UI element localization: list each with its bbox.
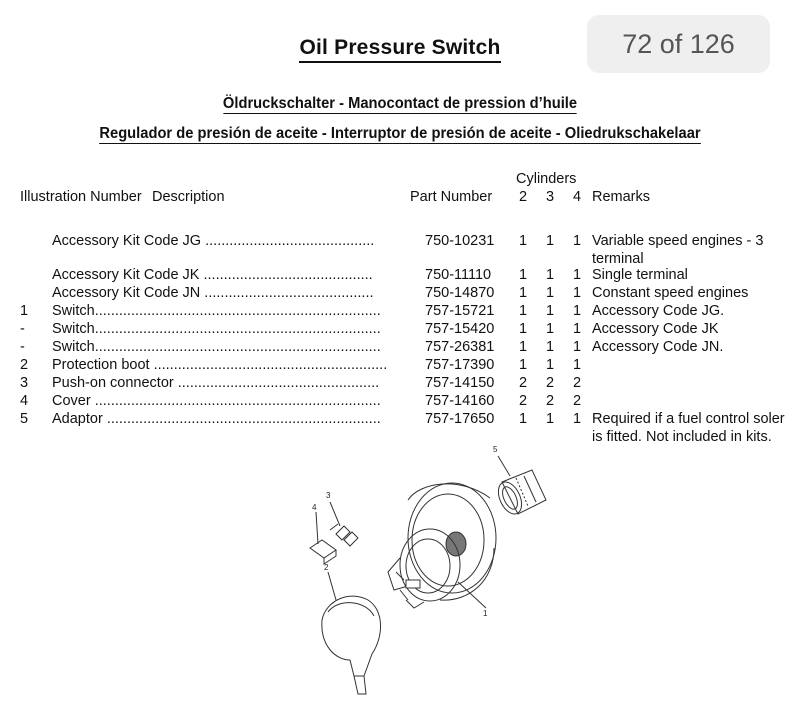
diagram-linework bbox=[310, 456, 546, 694]
row-part-number: 757-14160 bbox=[425, 393, 495, 409]
row-remark: Accessory Code JK bbox=[592, 321, 719, 337]
exploded-view-diagram bbox=[280, 440, 570, 700]
row-qty-4: 1 bbox=[573, 303, 582, 319]
row-number: 1 bbox=[20, 303, 29, 319]
cover-part bbox=[310, 540, 336, 564]
row-qty-2: 1 bbox=[519, 357, 528, 373]
row-qty-4: 1 bbox=[573, 411, 582, 427]
row-qty-2: 1 bbox=[519, 339, 528, 355]
table-row bbox=[0, 285, 800, 303]
row-qty-3: 1 bbox=[546, 339, 555, 355]
table-row bbox=[0, 393, 800, 411]
header-cyl-4: 4 bbox=[573, 189, 582, 205]
header-cyl-3: 3 bbox=[546, 189, 555, 205]
row-number: - bbox=[20, 339, 25, 355]
table-row bbox=[0, 233, 800, 267]
row-description: Accessory Kit Code JK .......................................... bbox=[52, 267, 373, 283]
row-qty-4: 1 bbox=[573, 267, 582, 283]
header-cylinders: Cylinders bbox=[516, 171, 577, 187]
row-qty-4: 1 bbox=[573, 357, 582, 373]
table-row bbox=[0, 411, 800, 445]
row-qty-4: 2 bbox=[573, 375, 582, 391]
connector-part bbox=[330, 524, 358, 546]
page-title-text: Oil Pressure Switch bbox=[299, 36, 500, 63]
row-qty-3: 1 bbox=[546, 303, 555, 319]
table-row bbox=[0, 339, 800, 357]
row-remark: Constant speed engines bbox=[592, 285, 749, 301]
table-row bbox=[0, 357, 800, 375]
row-qty-3: 1 bbox=[546, 357, 555, 373]
row-qty-3: 1 bbox=[546, 321, 555, 337]
row-remark-continued: is fitted. Not included in kits. bbox=[592, 429, 772, 445]
callout-5: 5 bbox=[493, 445, 498, 454]
row-number: 3 bbox=[20, 375, 29, 391]
row-part-number: 750-11110 bbox=[425, 267, 492, 283]
protection-boot-part bbox=[322, 596, 381, 694]
row-part-number: 757-17650 bbox=[425, 411, 495, 427]
callout-3: 3 bbox=[326, 491, 331, 500]
row-qty-2: 1 bbox=[519, 285, 528, 301]
row-qty-4: 1 bbox=[573, 233, 582, 249]
row-description: Switch....................................................................... bbox=[52, 303, 381, 319]
row-part-number: 757-15420 bbox=[425, 321, 495, 337]
callout-1: 1 bbox=[483, 609, 488, 618]
row-part-number: 750-14870 bbox=[425, 285, 495, 301]
housing-part bbox=[408, 483, 496, 600]
row-number: 4 bbox=[20, 393, 29, 409]
row-description: Cover ....................................................................... bbox=[52, 393, 381, 409]
row-part-number: 757-26381 bbox=[425, 339, 495, 355]
row-description: Accessory Kit Code JN .......................................... bbox=[52, 285, 374, 301]
row-remark: Single terminal bbox=[592, 267, 688, 283]
row-qty-4: 1 bbox=[573, 339, 582, 355]
row-qty-4: 2 bbox=[573, 393, 582, 409]
table-row bbox=[0, 321, 800, 339]
row-qty-3: 1 bbox=[546, 233, 555, 249]
row-part-number: 757-17390 bbox=[425, 357, 495, 373]
row-qty-3: 1 bbox=[546, 411, 555, 427]
row-remark: Accessory Code JG. bbox=[592, 303, 725, 319]
row-description: Accessory Kit Code JG .......................................... bbox=[52, 233, 375, 249]
header-illustration-number: Illustration Number bbox=[20, 189, 142, 205]
row-qty-2: 1 bbox=[519, 321, 528, 337]
row-part-number: 757-14150 bbox=[425, 375, 495, 391]
row-qty-3: 2 bbox=[546, 393, 555, 409]
row-qty-4: 1 bbox=[573, 285, 582, 301]
row-qty-2: 1 bbox=[519, 267, 528, 283]
row-description: Switch....................................................................... bbox=[52, 339, 381, 355]
page-title bbox=[0, 36, 800, 60]
callout-4: 4 bbox=[312, 503, 317, 512]
row-remark: Required if a fuel control soler bbox=[592, 411, 785, 427]
row-remark-continued: terminal bbox=[592, 251, 644, 267]
row-number: 5 bbox=[20, 411, 29, 427]
row-qty-4: 1 bbox=[573, 321, 582, 337]
header-part-number: Part Number bbox=[410, 189, 493, 205]
row-part-number: 750-10231 bbox=[425, 233, 495, 249]
row-qty-2: 1 bbox=[519, 303, 528, 319]
row-number: 2 bbox=[20, 357, 29, 373]
row-qty-3: 1 bbox=[546, 285, 555, 301]
subtitle-line-2 bbox=[32, 125, 768, 143]
table-row bbox=[0, 375, 800, 393]
header-cyl-2: 2 bbox=[519, 189, 528, 205]
row-number: - bbox=[20, 321, 25, 337]
row-qty-2: 2 bbox=[519, 375, 528, 391]
row-qty-3: 2 bbox=[546, 375, 555, 391]
adaptor-part bbox=[494, 470, 546, 518]
subtitle-line-1-text: Öldruckschalter - Manocontact de pression d’huile bbox=[222, 95, 578, 112]
row-description: Switch....................................................................... bbox=[52, 321, 381, 337]
header-remarks: Remarks bbox=[592, 189, 651, 205]
row-remark: Accessory Code JN. bbox=[592, 339, 724, 355]
row-qty-2: 1 bbox=[519, 411, 528, 427]
row-qty-2: 2 bbox=[519, 393, 528, 409]
row-part-number: 757-15721 bbox=[425, 303, 495, 319]
row-remark: Variable speed engines - 3 bbox=[592, 233, 764, 249]
callout-2: 2 bbox=[324, 563, 329, 572]
subtitle-line-1 bbox=[32, 95, 768, 113]
row-qty-2: 1 bbox=[519, 233, 528, 249]
row-description: Push-on connector .................................................. bbox=[52, 375, 380, 391]
page-indicator: 72 of 126 bbox=[587, 15, 770, 73]
table-row bbox=[0, 303, 800, 321]
row-description: Protection boot .......................................................... bbox=[52, 357, 388, 373]
header-description: Description bbox=[152, 189, 225, 205]
row-qty-3: 1 bbox=[546, 267, 555, 283]
table-row bbox=[0, 267, 800, 285]
row-description: Adaptor .................................................................... bbox=[52, 411, 381, 427]
subtitle-line-2-text: Regulador de presión de aceite - Interruptor de presión de aceite - Oliedrukschakelaar bbox=[99, 125, 701, 142]
